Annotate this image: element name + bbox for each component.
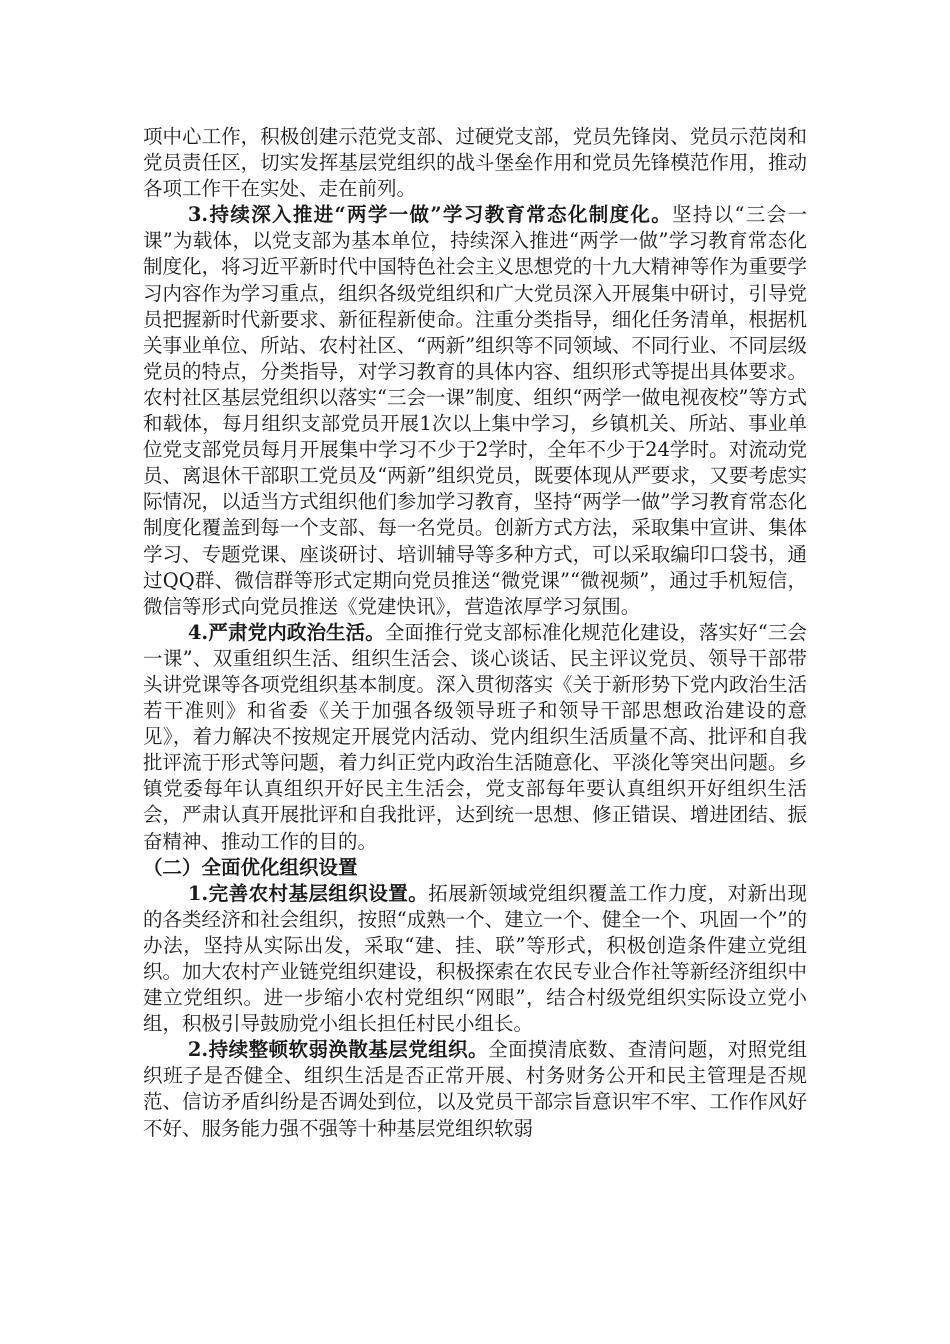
- paragraph-two-study-one-do: [143, 202, 807, 620]
- paragraph-text: 全面摸清底数、查清问题，对照党组织班子是否健全、组织生活是否正常开展、村务财务公开和民主管理是否规范、信访矛盾纠纷是否调处到位，以及党员干部宗旨意识牢不牢、工作作风好不好、服务能力强不强等十种基层党组织软弱: [143, 1038, 807, 1140]
- paragraph-text: 坚持以“三会一课”为载体，以党支部为基本单位，持续深入推进“两学一做”学习教育常态化制度化，将习近平新时代中国特色社会主义思想党的十九大精神等作为重要学习内容作为学习重点，组织各级党组织和广大党员深入开展集中研讨，引导党员把握新时代新要求、新征程新使命。注重分类指导，细化任务清单，根据机关事业单位、所站、农村社区、“两新”组织等不同领域、不同行业、不同层级党员的特点，分类指导，对学习教育的具体内容、组织形式等提出具体要求。农村社区基层党组织以落实“三会一课”制度、组织“两学一做电视夜校”等方式和载体，每月组织支部党员开展1次以上集中学习，乡镇机关、所站、事业单位党支部党员每月开展集中学习不少于2学时，全年不少于24学时。对流动党员、离退休干部职工党员及“两新”组织党员，既要体现从严要求，又要考虑实际情况，以适当方式组织他们参加学习教育，坚持“两学一做”学习教育常态化制度化覆盖到每一个支部、每一名党员。创新方式方法，采取集中宣讲、集体学习、专题党课、座谈研讨、培训辅导等多种方式，可以采取编印口袋书，通过QQ群、微信群等形式定期向党员推送“微党课”“微视频”，通过手机短信，微信等形式向党员推送《党建快讯》，营造浓厚学习氛围。: [143, 203, 807, 618]
- paragraph-weak-organizations: [143, 1037, 807, 1141]
- paragraph-lead: 1.完善农村基层组织设置。: [187, 881, 429, 905]
- paragraph-lead: 3.持续深入推进“两学一做”学习教育常态化制度化。: [187, 203, 673, 227]
- paragraph-lead: 2.持续整顿软弱涣散基层党组织。: [187, 1038, 489, 1062]
- paragraph-text: 项中心工作，积极创建示范党支部、过硬党支部，党员先锋岗、党员示范岗和党员责任区，切实发挥基层党组织的战斗堡垒作用和党员先锋模范作用，推动各项工作干在实处、走在前列。: [143, 125, 807, 201]
- paragraph-lead: 4.严肃党内政治生活。: [187, 620, 385, 644]
- paragraph-continuation: [143, 124, 807, 202]
- document-page: [143, 124, 807, 1142]
- paragraph-political-life: [143, 620, 807, 855]
- section-heading: （二）全面优化组织设置: [143, 855, 358, 879]
- paragraph-text: 全面推行党支部标准化规范化建设，落实好“三会一课”、双重组织生活、组织生活会、谈心谈话、民主评议党员、领导干部带头讲党课等各项党组织基本制度。深入贯彻落实《关于新形势下党内政治生活若干准则》和省委《关于加强各级领导班子和领导干部思想政治建设的意见》，着力解决不按规定开展党内活动、党内组织生活质量不高、批评和自我批评流于形式等问题，着力纠正党内政治生活随意化、平淡化等突出问题。乡镇党委每年认真组织开好民主生活会，党支部每年要认真组织开好组织生活会，严肃认真开展批评和自我批评，达到统一思想、修正错误、增进团结、振奋精神、推动工作的目的。: [143, 620, 807, 853]
- paragraph-rural-organization: [143, 881, 807, 1038]
- paragraph-text: 拓展新领域党组织覆盖工作力度，对新出现的各类经济和社会组织，按照“成熟一个、建立一个、健全一个、巩固一个”的办法，坚持从实际出发，采取“建、挂、联”等形式，积极创造条件建立党组织。加大农村产业链党组织建设，积极探索在农民专业合作社等新经济组织中建立党组织。进一步缩小农村党组织“网眼”，结合村级党组织实际设立党小组，积极引导鼓励党小组长担任村民小组长。: [143, 881, 807, 1036]
